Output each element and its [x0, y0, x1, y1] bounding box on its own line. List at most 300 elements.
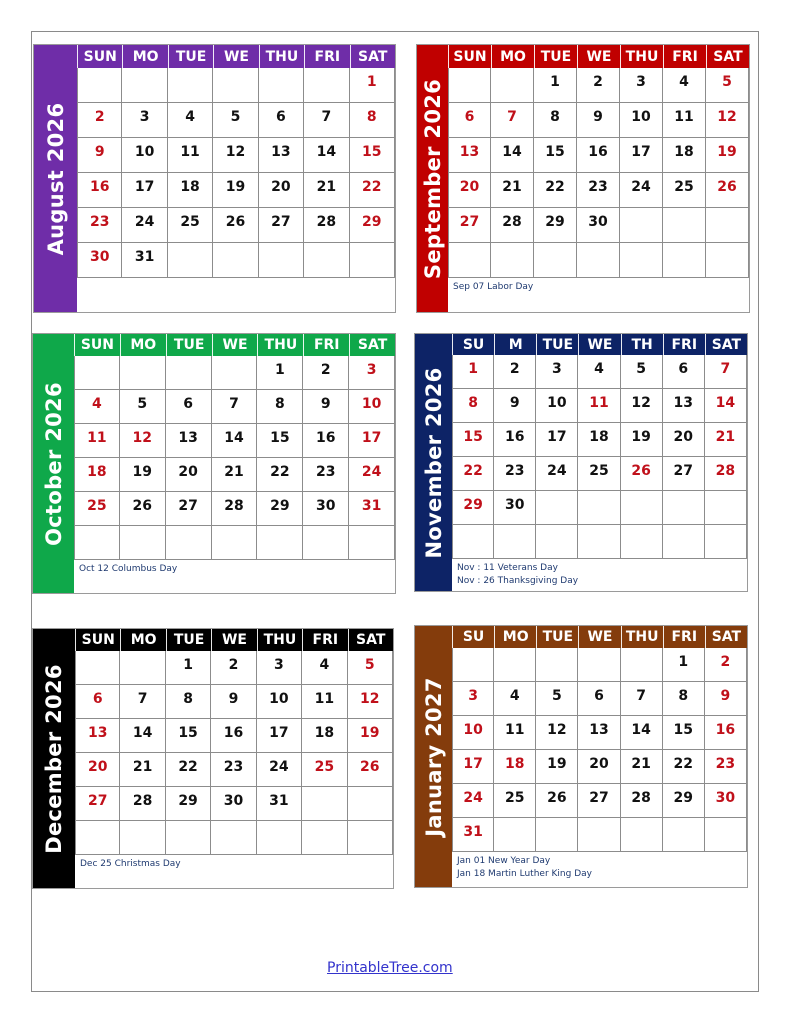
day-cell: 7 [491, 103, 534, 138]
day-cell: 16 [211, 719, 256, 753]
month-calendar-october-2026 [32, 333, 396, 594]
day-cell [211, 821, 256, 855]
weekday-label: WE [213, 45, 258, 68]
day-cell [491, 68, 534, 103]
weekday-label: TUE [166, 629, 211, 651]
weekday-label: FRI [663, 45, 706, 68]
day-cell: 14 [212, 424, 258, 458]
weekday-label: SUN [448, 45, 491, 68]
day-cell: 24 [122, 208, 167, 243]
day-cell: 14 [304, 138, 349, 173]
day-cell: 3 [257, 651, 302, 685]
weekday-label: FRI [302, 629, 347, 651]
day-cell: 21 [212, 458, 258, 492]
day-cell: 30 [211, 787, 256, 821]
day-cell [578, 648, 620, 682]
day-cell: 22 [663, 750, 705, 784]
day-cell: 4 [302, 651, 347, 685]
day-cell [534, 243, 577, 278]
day-cell: 11 [663, 103, 706, 138]
weekday-label: FRI [663, 334, 705, 355]
day-cell: 15 [166, 719, 211, 753]
weekday-label: SAT [705, 334, 747, 355]
day-cell: 7 [621, 682, 663, 716]
day-cell: 3 [620, 68, 663, 103]
day-cell [259, 68, 304, 103]
day-cell: 11 [168, 138, 213, 173]
day-cell: 29 [534, 208, 577, 243]
holiday-note: Dec 25 Christmas Day [80, 859, 181, 869]
day-cell: 1 [257, 356, 303, 390]
day-cell: 26 [213, 208, 258, 243]
day-cell: 16 [705, 716, 747, 750]
day-cell [166, 526, 212, 560]
day-cell: 25 [74, 492, 120, 526]
weekday-label: MO [122, 45, 167, 68]
day-cell: 13 [166, 424, 212, 458]
month-calendar-august-2026 [33, 44, 396, 313]
day-cell: 20 [663, 423, 705, 457]
day-cell: 14 [621, 716, 663, 750]
day-cell [350, 243, 395, 278]
weekday-label: SAT [348, 629, 393, 651]
day-cell: 3 [452, 682, 494, 716]
day-cell: 5 [348, 651, 393, 685]
month-calendar-january-2027 [414, 625, 748, 888]
day-cell [578, 818, 620, 852]
day-cell: 1 [534, 68, 577, 103]
weekday-header [452, 334, 747, 355]
day-cell: 15 [534, 138, 577, 173]
day-cell: 9 [705, 682, 747, 716]
weekday-label: M [494, 334, 536, 355]
month-title: January 2027 [421, 676, 446, 837]
weekday-label: WE [578, 626, 620, 648]
day-grid [77, 68, 395, 278]
day-cell [257, 821, 302, 855]
day-cell [536, 491, 578, 525]
day-cell: 18 [168, 173, 213, 208]
day-cell [259, 243, 304, 278]
day-cell: 12 [213, 138, 258, 173]
day-cell: 10 [122, 138, 167, 173]
day-cell: 1 [663, 648, 705, 682]
weekday-label: THU [257, 334, 303, 356]
day-cell [349, 526, 395, 560]
day-cell: 11 [578, 389, 620, 423]
day-cell: 9 [494, 389, 536, 423]
day-cell [452, 648, 494, 682]
day-cell [705, 491, 747, 525]
day-cell [302, 821, 347, 855]
day-cell: 15 [350, 138, 395, 173]
holiday-note: Jan 01 New Year Day [457, 856, 551, 866]
day-cell: 17 [349, 424, 395, 458]
holiday-note: Oct 12 Columbus Day [79, 564, 178, 574]
day-cell: 23 [577, 173, 620, 208]
day-cell: 12 [536, 716, 578, 750]
holiday-note: Nov : 11 Veterans Day [457, 563, 558, 573]
day-cell [257, 526, 303, 560]
day-grid [448, 68, 749, 278]
day-cell [620, 208, 663, 243]
month-calendar-september-2026 [416, 44, 750, 313]
day-cell: 16 [303, 424, 349, 458]
day-cell: 3 [122, 103, 167, 138]
day-cell [168, 68, 213, 103]
day-cell: 24 [452, 784, 494, 818]
day-cell [577, 243, 620, 278]
day-cell: 19 [621, 423, 663, 457]
weekday-label: THU [621, 626, 663, 648]
weekday-label: FRI [303, 334, 349, 356]
day-cell: 23 [303, 458, 349, 492]
day-cell: 22 [534, 173, 577, 208]
day-cell: 8 [350, 103, 395, 138]
month-title: December 2026 [42, 663, 66, 854]
day-cell [706, 208, 749, 243]
holiday-notes [75, 855, 393, 888]
month-title: September 2026 [420, 78, 445, 279]
day-cell: 28 [212, 492, 258, 526]
day-cell: 19 [706, 138, 749, 173]
weekday-label: SAT [349, 334, 395, 356]
day-cell: 22 [452, 457, 494, 491]
day-cell: 19 [213, 173, 258, 208]
day-cell: 8 [663, 682, 705, 716]
day-cell: 21 [304, 173, 349, 208]
day-cell: 15 [257, 424, 303, 458]
day-cell: 17 [452, 750, 494, 784]
day-cell: 13 [259, 138, 304, 173]
day-cell [663, 491, 705, 525]
day-cell [494, 525, 536, 559]
month-sidebar [33, 334, 74, 593]
day-cell: 25 [302, 753, 347, 787]
day-cell: 25 [578, 457, 620, 491]
day-cell: 26 [706, 173, 749, 208]
day-cell: 27 [578, 784, 620, 818]
weekday-label: SUN [77, 45, 122, 68]
month-title: August 2026 [43, 102, 68, 255]
month-sidebar [34, 45, 77, 312]
day-cell: 28 [304, 208, 349, 243]
day-cell [578, 525, 620, 559]
day-cell: 10 [536, 389, 578, 423]
weekday-label: MO [120, 334, 166, 356]
weekday-label: MO [120, 629, 165, 651]
weekday-header [452, 626, 747, 648]
day-cell: 29 [452, 491, 494, 525]
day-cell: 8 [257, 390, 303, 424]
day-cell: 7 [120, 685, 165, 719]
day-cell: 6 [75, 685, 120, 719]
day-cell [620, 243, 663, 278]
day-cell: 16 [494, 423, 536, 457]
day-cell: 2 [303, 356, 349, 390]
day-cell: 24 [349, 458, 395, 492]
day-cell: 24 [257, 753, 302, 787]
day-cell: 4 [663, 68, 706, 103]
day-cell [75, 651, 120, 685]
day-cell [621, 818, 663, 852]
day-cell: 5 [536, 682, 578, 716]
day-cell: 2 [77, 103, 122, 138]
month-calendar-december-2026 [32, 628, 394, 889]
day-cell [166, 821, 211, 855]
day-cell [663, 243, 706, 278]
day-cell [348, 821, 393, 855]
day-cell [621, 525, 663, 559]
holiday-notes [74, 560, 395, 593]
day-cell: 21 [120, 753, 165, 787]
day-cell: 29 [350, 208, 395, 243]
weekday-label: SU [452, 334, 494, 355]
holiday-note: Jan 18 Martin Luther King Day [457, 869, 592, 879]
day-cell: 4 [494, 682, 536, 716]
day-cell [120, 651, 165, 685]
month-calendar-november-2026 [414, 333, 748, 592]
day-cell [303, 526, 349, 560]
day-cell: 25 [494, 784, 536, 818]
day-cell: 6 [578, 682, 620, 716]
day-cell: 4 [578, 355, 620, 389]
day-cell: 20 [578, 750, 620, 784]
day-cell: 4 [168, 103, 213, 138]
weekday-label: SAT [705, 626, 747, 648]
day-cell: 23 [494, 457, 536, 491]
day-cell: 23 [77, 208, 122, 243]
day-cell [74, 356, 120, 390]
day-cell [302, 787, 347, 821]
weekday-label: FRI [304, 45, 349, 68]
day-cell: 27 [448, 208, 491, 243]
weekday-header [74, 334, 395, 356]
day-cell: 10 [257, 685, 302, 719]
day-cell [621, 491, 663, 525]
weekday-label: TUE [168, 45, 213, 68]
day-cell: 30 [303, 492, 349, 526]
day-cell: 11 [74, 424, 120, 458]
day-cell [536, 525, 578, 559]
day-cell [663, 818, 705, 852]
day-cell: 19 [120, 458, 166, 492]
day-cell: 23 [211, 753, 256, 787]
day-cell: 13 [448, 138, 491, 173]
day-cell: 27 [663, 457, 705, 491]
day-cell: 8 [534, 103, 577, 138]
weekday-label: THU [620, 45, 663, 68]
day-cell: 29 [166, 787, 211, 821]
month-sidebar [415, 334, 452, 591]
day-cell: 3 [349, 356, 395, 390]
day-cell: 9 [577, 103, 620, 138]
day-cell: 6 [259, 103, 304, 138]
day-grid [452, 648, 747, 852]
day-cell [452, 525, 494, 559]
day-grid [75, 651, 393, 855]
day-cell [663, 208, 706, 243]
day-cell [448, 243, 491, 278]
day-cell: 19 [348, 719, 393, 753]
weekday-label: WE [211, 629, 256, 651]
day-grid [74, 356, 395, 560]
day-cell: 12 [621, 389, 663, 423]
day-cell: 17 [620, 138, 663, 173]
day-cell: 11 [494, 716, 536, 750]
day-cell: 31 [122, 243, 167, 278]
weekday-label: THU [259, 45, 304, 68]
day-cell [122, 68, 167, 103]
weekday-label: SUN [75, 629, 120, 651]
day-cell: 18 [578, 423, 620, 457]
day-cell: 25 [663, 173, 706, 208]
day-cell: 18 [74, 458, 120, 492]
day-cell: 16 [77, 173, 122, 208]
day-cell: 26 [536, 784, 578, 818]
weekday-label: SAT [350, 45, 395, 68]
day-cell: 6 [166, 390, 212, 424]
printabletree-link[interactable]: PrintableTree.com [327, 960, 453, 976]
day-cell [705, 818, 747, 852]
day-cell: 17 [122, 173, 167, 208]
day-cell: 12 [348, 685, 393, 719]
holiday-notes [448, 278, 749, 312]
day-cell [494, 818, 536, 852]
day-cell: 11 [302, 685, 347, 719]
day-cell [77, 68, 122, 103]
weekday-label: THU [257, 629, 302, 651]
weekday-label: TUE [536, 334, 578, 355]
weekday-label: SU [452, 626, 494, 648]
day-cell: 21 [491, 173, 534, 208]
day-cell [75, 821, 120, 855]
day-cell: 9 [211, 685, 256, 719]
day-cell: 17 [536, 423, 578, 457]
day-cell: 21 [705, 423, 747, 457]
weekday-label: MO [494, 626, 536, 648]
weekday-label: WE [577, 45, 620, 68]
day-cell: 13 [578, 716, 620, 750]
day-cell: 5 [120, 390, 166, 424]
day-cell [74, 526, 120, 560]
day-cell: 20 [448, 173, 491, 208]
day-cell [536, 648, 578, 682]
day-cell: 27 [75, 787, 120, 821]
weekday-label: FRI [663, 626, 705, 648]
day-cell: 26 [348, 753, 393, 787]
day-cell: 15 [452, 423, 494, 457]
day-cell: 13 [75, 719, 120, 753]
day-cell [706, 243, 749, 278]
day-cell [663, 525, 705, 559]
day-cell: 2 [705, 648, 747, 682]
day-cell: 1 [166, 651, 211, 685]
day-cell: 10 [349, 390, 395, 424]
day-cell: 23 [705, 750, 747, 784]
day-cell [166, 356, 212, 390]
day-cell: 5 [213, 103, 258, 138]
day-cell [705, 525, 747, 559]
day-cell: 1 [350, 68, 395, 103]
day-cell: 31 [349, 492, 395, 526]
holiday-note: Sep 07 Labor Day [453, 282, 534, 292]
day-cell: 28 [705, 457, 747, 491]
day-cell: 7 [705, 355, 747, 389]
day-cell: 21 [621, 750, 663, 784]
month-sidebar [33, 629, 75, 888]
day-grid [452, 355, 747, 559]
day-cell: 20 [259, 173, 304, 208]
day-cell: 3 [536, 355, 578, 389]
day-cell [578, 491, 620, 525]
day-cell: 9 [303, 390, 349, 424]
day-cell [448, 68, 491, 103]
weekday-header [448, 45, 749, 68]
weekday-header [77, 45, 395, 68]
day-cell: 26 [120, 492, 166, 526]
day-cell: 31 [257, 787, 302, 821]
day-cell: 27 [259, 208, 304, 243]
day-cell: 17 [257, 719, 302, 753]
day-cell: 9 [77, 138, 122, 173]
holiday-notes [77, 278, 395, 312]
day-cell: 5 [621, 355, 663, 389]
month-sidebar [415, 626, 452, 887]
holiday-notes [452, 559, 747, 591]
day-cell: 29 [663, 784, 705, 818]
day-cell [213, 243, 258, 278]
day-cell: 22 [350, 173, 395, 208]
day-cell [304, 68, 349, 103]
day-cell: 14 [705, 389, 747, 423]
day-cell [494, 648, 536, 682]
day-cell: 8 [166, 685, 211, 719]
day-cell: 31 [452, 818, 494, 852]
day-cell: 12 [706, 103, 749, 138]
day-cell [348, 787, 393, 821]
month-title: November 2026 [421, 366, 446, 559]
day-cell: 2 [494, 355, 536, 389]
weekday-label: TH [621, 334, 663, 355]
day-cell [621, 648, 663, 682]
day-cell: 30 [494, 491, 536, 525]
day-cell: 14 [120, 719, 165, 753]
weekday-label: TUE [536, 626, 578, 648]
day-cell: 30 [705, 784, 747, 818]
day-cell: 13 [663, 389, 705, 423]
day-cell [491, 243, 534, 278]
day-cell: 30 [77, 243, 122, 278]
weekday-label: MO [491, 45, 534, 68]
day-cell [120, 356, 166, 390]
day-cell: 28 [491, 208, 534, 243]
weekday-label: SUN [74, 334, 120, 356]
day-cell: 14 [491, 138, 534, 173]
day-cell: 10 [620, 103, 663, 138]
day-cell: 18 [663, 138, 706, 173]
day-cell: 7 [212, 390, 258, 424]
day-cell [212, 526, 258, 560]
day-cell: 20 [166, 458, 212, 492]
weekday-label: TUE [534, 45, 577, 68]
day-cell: 28 [120, 787, 165, 821]
day-cell: 2 [211, 651, 256, 685]
weekday-label: WE [212, 334, 258, 356]
month-sidebar [417, 45, 448, 312]
weekday-label: TUE [166, 334, 212, 356]
day-cell: 2 [577, 68, 620, 103]
